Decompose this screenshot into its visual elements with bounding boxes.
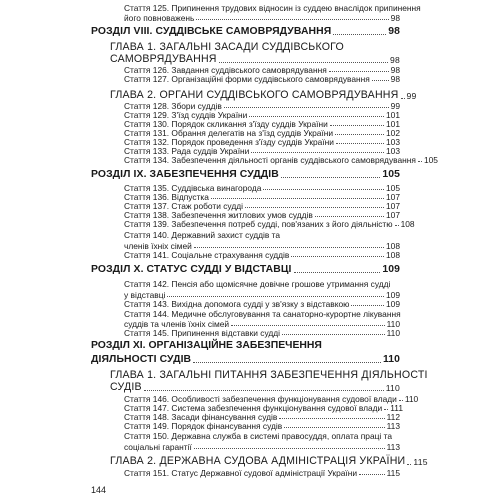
toc-page-number: 101: [386, 118, 400, 129]
toc-chapter-title: СУДІВ: [110, 381, 142, 394]
dot-leader: [196, 19, 388, 20]
toc-entry-label: Стаття 135. Суддівська винагорода: [124, 182, 262, 193]
dot-leader: [144, 390, 384, 391]
toc-entry-label: суддів та членів їхніх сімей: [124, 318, 230, 329]
toc-page-number: 99: [406, 91, 417, 102]
toc-entry-article-148: [124, 412, 400, 421]
dot-leader: [359, 474, 385, 475]
dot-leader: [219, 62, 388, 63]
toc-page-number: 115: [386, 467, 400, 478]
toc-page-number: 110: [385, 383, 400, 394]
toc-entry-label: Стаття 150. Державна служба в системі правосуддя, оплата праці та: [124, 431, 392, 441]
toc-entry-article-135: [124, 183, 400, 192]
toc-entry-article-144: [124, 310, 401, 318]
toc-page-number: 108: [400, 218, 415, 229]
toc-entry-label: Стаття 127. Організаційні форми суддівського самоврядування: [124, 73, 370, 84]
toc-entry-label: Стаття 132. Порядок проведення з'їзду суддів України: [124, 136, 334, 147]
toc-entry-label: Стаття 137. Стаж роботи судді: [124, 200, 243, 211]
toc-entry-article-138: [124, 210, 400, 219]
toc-page-number: 110: [386, 327, 400, 338]
toc-entry-article-130: [124, 119, 400, 128]
toc-entry-article-144-cont: [124, 319, 400, 328]
dot-leader: [384, 409, 388, 410]
dot-leader: [263, 189, 384, 190]
page-number: 144: [91, 485, 107, 495]
toc-chapter-title: ГЛАВА 1. ЗАГАЛЬНІ ЗАСАДИ СУДДІВСЬКОГО: [110, 41, 344, 53]
toc-section-title: РОЗДІЛ VIII. СУДДІВСЬКЕ САМОВРЯДУВАННЯ: [91, 25, 332, 37]
toc-entry-article-151: [124, 468, 400, 477]
dot-leader: [224, 107, 389, 108]
toc-page-number: 98: [390, 55, 400, 66]
dot-leader: [245, 207, 384, 208]
toc-entry-article-136: [124, 192, 400, 201]
toc-entry-article-145: [124, 328, 400, 337]
toc-entry-label: Стаття 138. Забезпечення житлових умов суддів: [124, 209, 313, 220]
toc-page-number: 109: [386, 289, 400, 300]
dot-leader: [279, 418, 384, 419]
toc-chapter-title: ГЛАВА 2. ДЕРЖАВНА СУДОВА АДМІНІСТРАЦІЯ УКРАЇНИ: [110, 455, 406, 468]
toc-entry-article-127: [124, 74, 400, 83]
toc-entry-article-142-cont: [124, 290, 400, 299]
toc-section-title: РОЗДІЛ IX. ЗАБЕЗПЕЧЕННЯ СУДДІВ: [91, 168, 279, 180]
toc-chapter-title: ГЛАВА 2. ОРГАНИ СУДДІВСЬКОГО САМОВРЯДУВАННЯ: [110, 89, 399, 102]
toc-page-number: 103: [386, 136, 400, 147]
toc-entry-article-125: [124, 3, 421, 13]
toc-page-number: 98: [390, 64, 400, 75]
toc-entry-label: соціальні гарантії: [124, 441, 192, 452]
toc-entry-label: Стаття 139. Забезпечення потреб судді, пов'язаних з його діяльністю: [124, 218, 393, 229]
toc-chapter-1: [110, 53, 400, 65]
toc-page-number: 103: [386, 145, 400, 156]
toc-page-number: 107: [386, 200, 400, 211]
toc-chapter-xi-1-title: [110, 370, 428, 381]
toc-page-number: 108: [386, 240, 400, 251]
toc-page-number: 101: [386, 109, 400, 120]
toc-entry-article-139: [124, 218, 415, 229]
dot-leader: [335, 134, 384, 135]
toc-section-x: [91, 263, 400, 275]
toc-entry-label: Стаття 130. Порядок скликання з'їзду суддів України: [124, 118, 328, 129]
toc-page-number: 98: [388, 25, 400, 37]
toc-entry-label: Стаття 136. Відпустка: [124, 191, 209, 202]
toc-page-number: 105: [386, 182, 400, 193]
dot-leader: [167, 296, 384, 297]
dot-leader: [372, 80, 389, 81]
toc-page-number: 112: [386, 411, 400, 422]
toc-page-number: 111: [390, 402, 403, 413]
toc-section-ix: [91, 168, 400, 180]
toc-entry-label: Стаття 148. Засади фінансування судів: [124, 411, 278, 422]
toc-entry-article-137: [124, 201, 400, 210]
dot-leader: [401, 98, 405, 99]
toc-page-number: 113: [386, 420, 400, 431]
toc-entry-article-131: [124, 128, 400, 137]
toc-entry-label: Стаття 151. Статус Державної судової адміністрації України: [124, 467, 358, 478]
toc-entry-label: Стаття 128. Збори суддів: [124, 100, 222, 111]
toc-entry-article-150-cont: [124, 442, 400, 451]
toc-entry-article-140: [124, 231, 280, 239]
toc-entry-label: Стаття 125. Припинення трудових відносин із суддею внаслідок припинення: [124, 3, 421, 13]
toc-entry-label: Стаття 140. Державний захист суддів та: [124, 230, 281, 240]
toc-entry-label: Стаття 131. Обрання делегатів на з'їзд суддів України: [124, 127, 334, 138]
dot-leader: [194, 448, 385, 449]
toc-section-xi: [91, 353, 400, 365]
dot-leader: [193, 362, 381, 363]
dot-leader: [351, 305, 384, 306]
dot-leader: [407, 464, 411, 465]
toc-section-viii: [91, 25, 400, 37]
toc-chapter-xi-1: [110, 381, 400, 393]
toc-section-title: РОЗДІЛ XI. ОРГАНІЗАЦІЙНЕ ЗАБЕЗПЕЧЕННЯ: [91, 340, 322, 351]
toc-entry-article-142: [124, 280, 390, 288]
toc-entry-article-140-cont: [124, 241, 400, 250]
toc-page-number: 107: [386, 191, 400, 202]
toc-entry-label: Стаття 142. Пенсія або щомісячне довічне грошове утримання судді: [124, 279, 391, 289]
dot-leader: [329, 71, 389, 72]
dot-leader: [294, 272, 381, 273]
toc-page-number: 109: [386, 298, 400, 309]
toc-page-number: 107: [386, 209, 400, 220]
toc-entry-article-143: [124, 299, 400, 308]
dot-leader: [315, 216, 384, 217]
toc-entry-label: Стаття 133. Рада суддів України: [124, 145, 250, 156]
toc-entry-label: Стаття 143. Вихідна допомога судді у зв'язку з відставкою: [124, 298, 350, 309]
toc-page-number: 110: [386, 318, 400, 329]
toc-page-number: 109: [382, 263, 400, 275]
toc-page-number: 105: [382, 168, 400, 180]
toc-entry-label: у відставці: [124, 289, 166, 300]
toc-page-number: 108: [386, 249, 400, 260]
toc-entry-article-146: [124, 393, 419, 404]
toc-entry-label: його повноважень: [124, 12, 195, 23]
toc-page-number: 105: [423, 154, 438, 165]
dot-leader: [249, 116, 384, 117]
toc-entry-label: Стаття 129. З'їзд суддів України: [124, 109, 248, 120]
toc-entry-label: Стаття 147. Система забезпечення функціонування судової влади: [124, 402, 383, 413]
toc-page-number: 115: [413, 457, 428, 468]
toc-page-number: 113: [386, 441, 400, 452]
toc-entry-label: Стаття 144. Медичне обслуговування та санаторно-курортне лікування: [124, 309, 401, 319]
toc-entry-article-128: [124, 101, 400, 110]
toc-entry-label: Стаття 149. Порядок фінансування судів: [124, 420, 283, 431]
dot-leader: [251, 152, 384, 153]
dot-leader: [231, 325, 385, 326]
dot-leader: [281, 177, 381, 178]
dot-leader: [211, 198, 384, 199]
toc-section-xi-title: [91, 341, 322, 351]
toc-page-number: 102: [386, 127, 400, 138]
dot-leader: [399, 400, 403, 401]
toc-section-title: ДІЯЛЬНОСТІ СУДІВ: [91, 353, 192, 365]
dot-leader: [330, 125, 384, 126]
toc-entry-article-125-cont: [124, 13, 400, 22]
toc-entry-article-129: [124, 110, 400, 119]
toc-chapter-xi-2: [110, 455, 428, 468]
toc-chapter-2: [110, 89, 417, 102]
dot-leader: [284, 427, 384, 428]
toc-entry-article-141: [124, 250, 400, 259]
toc-page-number: 98: [390, 12, 400, 23]
toc-section-title: РОЗДІЛ X. СТАТУС СУДДІ У ВІДСТАВЦІ: [91, 263, 292, 275]
dot-leader: [395, 225, 399, 226]
toc-entry-label: Стаття 145. Припинення відставки судді: [124, 327, 281, 338]
toc-page-number: 110: [382, 353, 400, 365]
dot-leader: [418, 161, 422, 162]
toc-entry-article-133: [124, 146, 400, 155]
toc-entry-label: Стаття 141. Соціальне страхування суддів: [124, 249, 290, 260]
toc-entry-article-149: [124, 421, 400, 430]
toc-entry-article-150: [124, 432, 392, 440]
toc-chapter-title: ГЛАВА 1. ЗАГАЛЬНІ ПИТАННЯ ЗАБЕЗПЕЧЕННЯ ДІЯЛЬНОСТІ: [110, 369, 428, 381]
dot-leader: [194, 247, 384, 248]
dot-leader: [336, 143, 384, 144]
toc-entry-article-147: [124, 402, 403, 413]
dot-leader: [291, 256, 384, 257]
toc-entry-article-132: [124, 137, 400, 146]
toc-entry-label: Стаття 134. Забезпечення діяльності органів суддівського самоврядування: [124, 154, 416, 165]
toc-entry-label: членів їхніх сімей: [124, 240, 192, 251]
toc-chapter-1-title: [110, 42, 344, 53]
dot-leader: [282, 334, 385, 335]
toc-entry-label: Стаття 146. Особливості забезпечення функціонування судової влади: [124, 393, 397, 404]
toc-entry-label: Стаття 126. Завдання суддівського самоврядування: [124, 64, 327, 75]
toc-chapter-title: САМОВРЯДУВАННЯ: [110, 53, 217, 66]
dot-leader: [333, 34, 386, 35]
toc-page-number: 98: [390, 73, 400, 84]
toc-entry-article-134: [124, 154, 438, 165]
toc-entry-article-126: [124, 65, 400, 74]
toc-page-number: 110: [404, 393, 419, 404]
toc-page-number: 99: [390, 100, 400, 111]
